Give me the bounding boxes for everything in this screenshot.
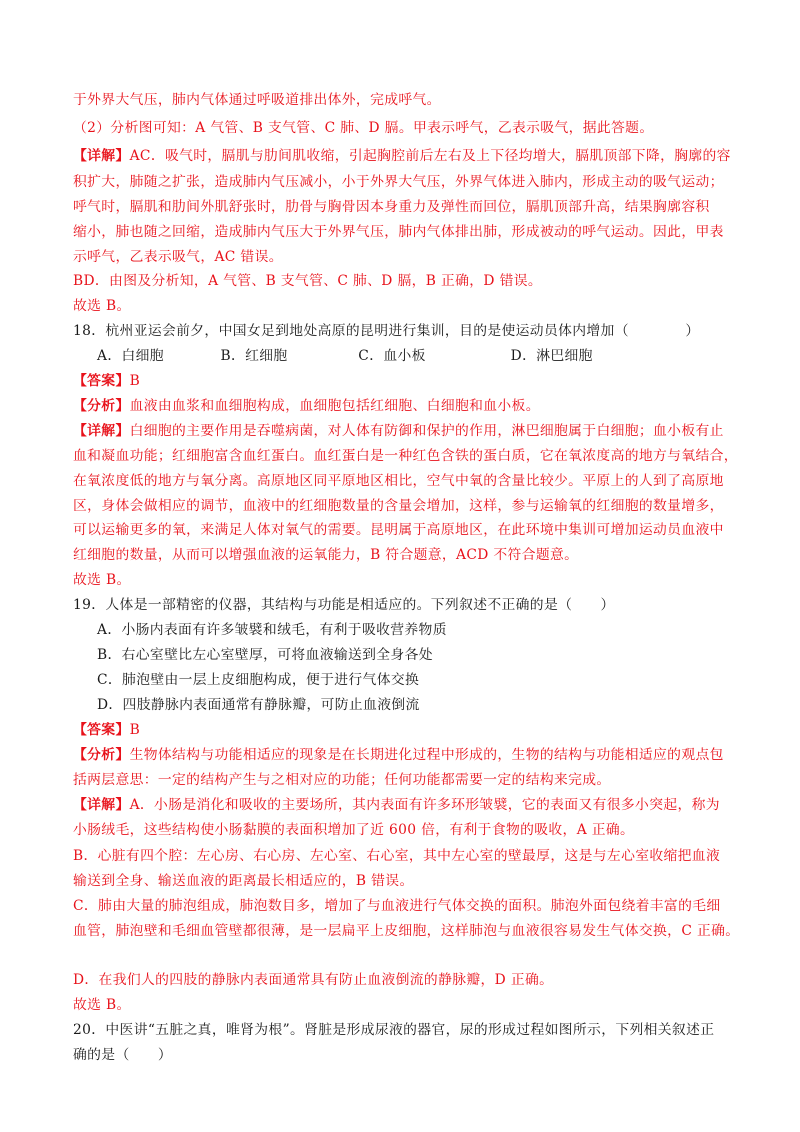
text-line: D．在我们人的四肢的静脉内表面通常具有防止血液倒流的静脉瓣，D 正确。	[73, 972, 554, 988]
question-18-options: A．白细胞 B．红细胞 C．血小板 D．淋巴细胞	[97, 348, 593, 364]
text-line: 故选 B。	[73, 572, 131, 588]
answer-line	[73, 371, 140, 391]
answer-tag: 【答案】	[73, 373, 130, 389]
text-line: 在氧浓度低的地方与氧分离。高原地区同平原地区相比，空气中氧的含量比较少。平原上的人到了高原地	[73, 473, 724, 489]
detail-tag: 【详解】	[73, 148, 130, 164]
detail-tag: 【详解】	[73, 423, 130, 439]
answer-value: B	[129, 722, 141, 738]
text-line: 小肠绒毛，这些结构使小肠黏膜的表面积增加了近 600 倍，有利于食物的吸收，A 正确。	[73, 822, 635, 838]
answer-line	[73, 720, 140, 740]
text-line: 血管，肺泡壁和毛细血管壁都很薄，是一层扁平上皮细胞，这样肺泡与血液很容易发生气体交换，C 正确。	[73, 923, 740, 939]
analysis-tag: 【分析】	[73, 747, 130, 763]
text-line: 故选 B。	[73, 298, 131, 314]
text-line: B．心脏有四个腔：左心房、右心房、左心室、右心室，其中左心室的壁最厚，这是与左心室收缩把血液	[73, 848, 721, 864]
answer-tag: 【答案】	[73, 722, 130, 738]
analysis-line	[73, 396, 540, 416]
question-19-option-d: D．四肢静脉内表面通常有静脉瓣，可防止血液倒流	[97, 697, 420, 713]
question-20: 20．中医讲“五脏之真，唯肾为根”。肾脏是形成尿液的器官，尿的形成过程如图所示，下列相关叙述正	[73, 1022, 715, 1038]
text-line: 红细胞的数量，从而可以增强血液的运氧能力，B 符合题意，ACD 不符合题意。	[73, 547, 579, 563]
text-line	[73, 421, 724, 441]
text-line: BD．由图及分析知，A 气管、B 支气管、C 肺、D 膈，B 正确，D 错误。	[73, 273, 543, 289]
text-line: （2）分析图可知：A 气管、B 支气管、C 肺、D 膈。甲表示呼气，乙表示吸气，据此答题。	[73, 120, 654, 136]
text-line: 区，身体会做相应的调节，血液中的红细胞数量的含量会增加，这样，参与运输氧的红细胞的数量增多，	[73, 498, 724, 514]
text-content: 血液由血浆和血细胞构成，血细胞包括红细胞、白细胞和血小板。	[129, 398, 540, 414]
text-line: C．肺由大量的肺泡组成，肺泡数目多，增加了与血液进行气体交换的面积。肺泡外面包绕着丰富的毛细	[73, 898, 721, 914]
text-line: 于外界大气压，肺内气体通过呼吸道排出体外，完成呼气。	[73, 92, 441, 108]
question-18: 18．杭州亚运会前夕，中国女足到地处高原的昆明进行集训，目的是使运动员体内增加（ ）	[73, 323, 700, 339]
analysis-tag: 【分析】	[73, 398, 130, 414]
text-line: 可以运输更多的氧，来满足人体对氧气的需要。昆明属于高原地区，在此环境中集训可增加运动员血液中	[73, 522, 724, 538]
analysis-line	[73, 745, 724, 765]
text-content: A．小肠是消化和吸收的主要场所，其内表面有许多环形皱襞，它的表面又有很多小突起，称为	[129, 797, 720, 813]
text-line	[73, 146, 731, 166]
text-line: 输送到全身、输送血液的距离最长相适应的，B 错误。	[73, 873, 414, 889]
text-line: 呼气时，膈肌和肋间外肌舒张时，肋骨与胸骨因本身重力及弹性而回位，膈肌顶部升高，结果胸廓容积	[73, 199, 710, 215]
answer-value: B	[129, 373, 141, 389]
text-line: 示呼气，乙表示吸气，AC 错误。	[73, 249, 283, 265]
text-content: 生物体结构与功能相适应的现象是在长期进化过程中形成的，生物的结构与功能相适应的观点包	[129, 747, 724, 763]
text-line: 积扩大，肺随之扩张，造成肺内气压减小，小于外界大气压，外界气体进入肺内，形成主动的吸气运动；	[73, 174, 724, 190]
question-19-option-c: C．肺泡壁由一层上皮细胞构成，便于进行气体交换	[97, 672, 420, 688]
text-line: 缩小，肺也随之回缩，造成肺内气压大于外界气压，肺内气体排出肺，形成被动的呼气运动。因此，甲表	[73, 224, 724, 240]
text-content: 白细胞的主要作用是吞噬病菌，对人体有防御和保护的作用，淋巴细胞属于白细胞；血小板有止	[129, 423, 724, 439]
text-content: AC．吸气时，膈肌与肋间肌收缩，引起胸腔前后左右及上下径均增大，膈肌顶部下降，胸廓的容	[129, 148, 731, 164]
text-line: 血和凝血功能；红细胞富含血红蛋白。血红蛋白是一种红色含铁的蛋白质，它在氧浓度高的地方与氧结合，	[73, 448, 738, 464]
question-20: 确的是（ ）	[73, 1047, 173, 1063]
text-line	[73, 795, 720, 815]
detail-tag: 【详解】	[73, 797, 130, 813]
text-line: 故选 B。	[73, 997, 131, 1013]
text-line: 括两层意思：一定的结构产生与之相对应的功能；任何功能都需要一定的结构来完成。	[73, 772, 611, 788]
question-19: 19．人体是一部精密的仪器，其结构与功能是相适应的。下列叙述不正确的是（ ）	[73, 597, 615, 613]
question-19-option-a: A．小肠内表面有许多皱襞和绒毛，有利于吸收营养物质	[97, 622, 447, 638]
question-19-option-b: B．右心室壁比左心室壁厚，可将血液输送到全身各处	[97, 647, 433, 663]
